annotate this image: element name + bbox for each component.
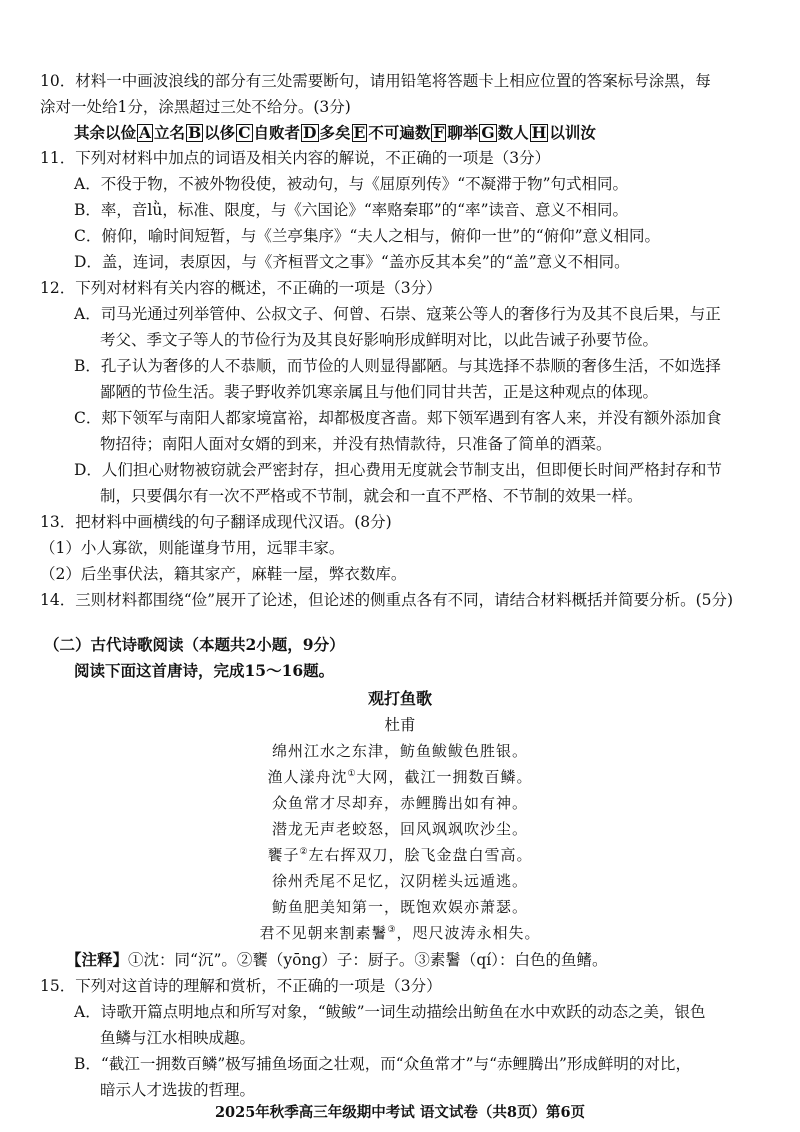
q12-option-a-line1: A．司马光通过列举管仲、公叔文子、何曾、石崇、寇莱公等人的奢侈行为及其不良后果，与正 <box>74 305 721 323</box>
poem-line-3: 众鱼常才尽却弃，赤鲤腾出如有神。 <box>271 794 528 812</box>
q14-stem: 14．三则材料都围绕“俭”展开了论述，但论述的侧重点各有不同，请结合材料概括并简要分析。(5分) <box>40 591 734 609</box>
passage-segment: 数人 <box>497 123 529 142</box>
section-instruction: 阅读下面这首唐诗，完成15～16题。 <box>74 661 335 680</box>
q15-option-b-line2: 暗示人才选拔的哲理。 <box>100 1081 256 1099</box>
q15-stem: 15．下列对这首诗的理解和赏析，不正确的一项是（3分） <box>40 977 442 995</box>
q12-option-b-line2: 鄙陋的节俭生活。裴子野收养饥寒亲属且与他们同甘共苦，正是这种观点的体现。 <box>100 383 659 401</box>
page-footer: 2025年秋季高三年级期中考试 语文试卷（共8页）第6页 <box>214 1104 586 1121</box>
q11-option-b: B．率，音lǜ，标准、限度，与《六国论》“率赂秦耶”的“率”读音、意义不相同。 <box>74 201 629 219</box>
footnote-marker-2: ② <box>299 847 309 857</box>
poem-line-5: 饔子②左右挥双刀，脍飞金盘白雪高。 <box>267 846 533 864</box>
q11-option-c: C．俯仰，喻时间短暂，与《兰亭集序》“夫人之相与，俯仰一世”的“俯仰”意义相同。 <box>74 227 661 245</box>
answer-box-g: G <box>481 123 495 142</box>
footnote-marker-3: ③ <box>387 925 397 935</box>
passage-segment: 以侈 <box>204 123 236 142</box>
poem-author: 杜甫 <box>384 716 416 734</box>
passage-segment: 立名 <box>154 123 186 142</box>
q10-passage <box>74 120 596 146</box>
q10-line2: 涂对一处给1分，涂黑超过三处不给分。(3分) <box>40 98 351 116</box>
notes-label: 【注释】 <box>66 950 129 969</box>
poem-line-2: 渔人漾舟沈①大网，截江一拥数百鳞。 <box>267 768 533 786</box>
answer-box-b: B <box>188 123 202 142</box>
q12-option-d-line2: 制，只要偶尔有一次不严格或不节制，就会和一直不严格、不节制的效果一样。 <box>100 487 643 505</box>
notes-text: ①沈：同“沉”。②饔（yōng）子：厨子。③素鬐（qí）：白色的鱼鳍。 <box>128 951 608 969</box>
answer-box-d: D <box>303 123 317 142</box>
q12-stem: 12．下列对材料有关内容的概述，不正确的一项是（3分） <box>40 279 442 297</box>
q10-line1: 10．材料一中画波浪线的部分有三处需要断句，请用铅笔将答题卡上相应位置的答案标号涂黑，每 <box>40 72 711 90</box>
poem-title: 观打鱼歌 <box>367 689 432 708</box>
answer-box-a: A <box>139 123 152 142</box>
section-title: （二）古代诗歌阅读（本题共2小题，9分） <box>44 635 345 654</box>
q12-option-d-line1: D．人们担心财物被窃就会严密封存，担心费用无度就会节制支出，但即便长时间严格封存和节 <box>74 461 722 479</box>
q12-option-c-line2: 物招待；南阳人面对女婿的到来，并没有热情款待，只准备了简单的酒菜。 <box>100 435 612 453</box>
q13-sentence-1: （1）小人寡欲，则能谨身节用，远罪丰家。 <box>40 539 345 557</box>
q13-sentence-2: （2）后坐事伏法，籍其家产，麻鞋一屋，弊衣数库。 <box>40 565 407 583</box>
passage-segment: 不可遍数 <box>368 123 431 142</box>
q11-stem: 11．下列对材料中加点的词语及相关内容的解说，不正确的一项是（3分） <box>40 149 551 167</box>
q12-option-a-line2: 考父、季文子等人的节俭行为及其良好影响形成鲜明对比，以此告诫子孙要节俭。 <box>100 331 659 349</box>
q11-option-d: D．盖，连词，表原因，与《齐桓晋文之事》“盖亦反其本矣”的“盖”意义不相同。 <box>74 253 630 271</box>
q11-option-a: A．不役于物，不被外物役使，被动句，与《屈原列传》“不凝滞于物”句式相同。 <box>74 175 629 193</box>
answer-box-e: E <box>353 123 366 142</box>
q15-option-b-line1: B．“截江一拥数百鳞”极写捕鱼场面之壮观，而“众鱼常才”与“赤鲤腾出”形成鲜明的对比， <box>74 1055 691 1073</box>
q15-option-a-line1: A．诗歌开篇点明地点和所写对象，“鲅鲅”一词生动描绘出鲂鱼在水中欢跃的动态之美，银色 <box>74 1003 706 1021</box>
q12-option-c-line1: C．郏下领军与南阳人都家境富裕，却都极度吝啬。郏下领军遇到有客人来，并没有额外添加食 <box>74 409 722 427</box>
answer-box-h: H <box>531 123 547 142</box>
answer-box-f: F <box>433 123 445 142</box>
footnote-marker-1: ① <box>347 769 357 779</box>
passage-segment: 自败者 <box>253 123 301 142</box>
q15-option-a-line2: 鱼鳞与江水相映成趣。 <box>100 1029 256 1047</box>
answer-box-c: C <box>238 123 251 142</box>
passage-segment: 其余以俭 <box>74 123 137 142</box>
q13-stem: 13．把材料中画横线的句子翻译成现代汉语。(8分) <box>40 513 392 531</box>
passage-segment: 多矣 <box>319 123 351 142</box>
passage-segment: 以训汝 <box>549 123 596 142</box>
poem-line-7: 鲂鱼肥美知第一，既饱欢娱亦萧瑟。 <box>271 898 528 916</box>
q12-option-b-line1: B．孔子认为奢侈的人不恭顺，而节俭的人则显得鄙陋。与其选择不恭顺的奢侈生活，不如选择 <box>74 357 721 375</box>
poem-notes <box>66 947 608 973</box>
passage-segment: 聊举 <box>447 123 479 142</box>
poem-line-4: 潜龙无声老蛟怒，回风飒飒吹沙尘。 <box>271 820 528 838</box>
poem-line-6: 徐州秃尾不足忆，汉阴槎头远遁逃。 <box>271 872 528 890</box>
poem-line-8: 君不见朝来割素鬐③，咫尺波涛永相失。 <box>259 924 541 942</box>
poem-line-1: 绵州江水之东津，鲂鱼鲅鲅色胜银。 <box>271 742 528 760</box>
